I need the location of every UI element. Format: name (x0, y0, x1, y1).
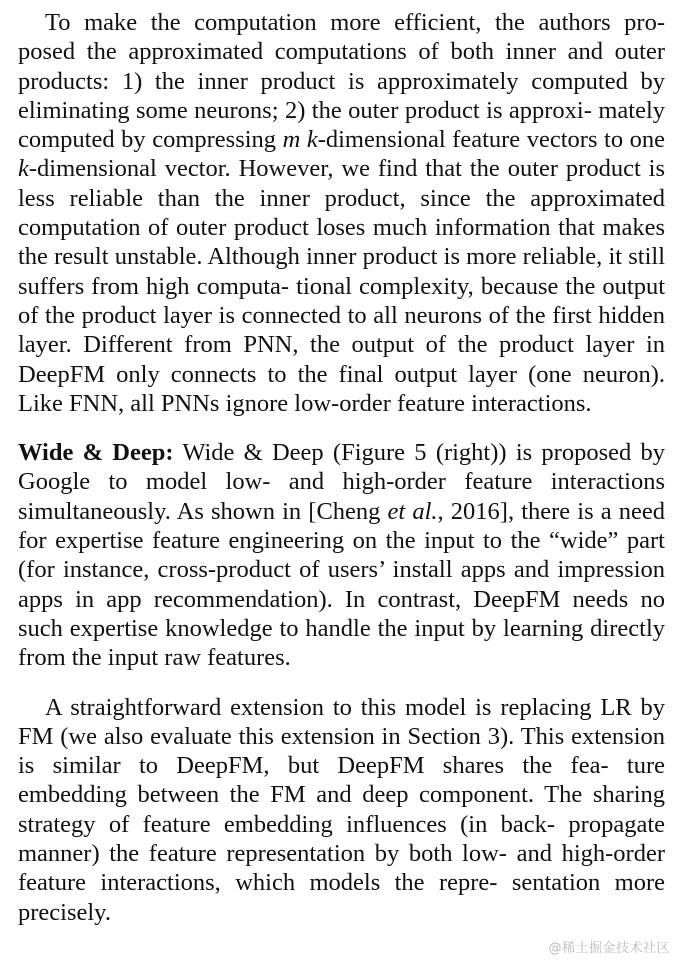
text-line: from PNN, the output of the product layer in DeepFM only (18, 331, 666, 388)
text-line: To make the computation more efficient, the authors pro- (45, 9, 665, 36)
section-heading-wide-deep: Wide & Deep: (18, 439, 174, 467)
text-line: PNNs ignore low-order feature interactions. (160, 389, 592, 417)
text-line: “wide” part (for instance, cross-product of users’ install apps (18, 527, 665, 584)
watermark-text: @稀土掘金技术社区 (548, 941, 670, 956)
text-line: A straightforward extension to this model is replacing LR (45, 693, 632, 721)
text-line: eliminating some neurons; 2) the outer product is approxi- (18, 96, 592, 124)
text-line: by Google to model low- and high-order feature interactions (18, 439, 665, 496)
text-line: sentation more precisely. (18, 869, 665, 926)
text-line: extension is similar to DeepFM, but DeepFM shares the fea- (18, 722, 666, 780)
text-line: the outer product is less reliable than the inner product, since (18, 155, 666, 212)
text-line: ture embedding between the FM and deep component. The (18, 752, 665, 809)
text-fragment: Wide & Deep (Figure 5 (right)) is proposed (173, 439, 632, 467)
text-line: input by learning directly from the input raw features. (18, 614, 665, 672)
math-variable-k: k (306, 126, 318, 154)
math-variable-k: k (18, 155, 29, 183)
text-fragment: -dimensional feature (317, 126, 521, 154)
text-line: simultaneously. As shown in [Cheng (18, 497, 388, 525)
text-line: products: 1) the inner product is approximately computed by (18, 67, 665, 95)
text-line: product is more reliable, it still suffers from high computa- (18, 243, 665, 300)
text-line: the approximated computation of outer product loses much (18, 184, 666, 242)
text-line: DeepFM needs no such expertise knowledge to handle the (18, 585, 665, 642)
text-line: and high-order feature interactions, which models the repre- (18, 840, 665, 897)
text-fragment: , 2016], there is (437, 497, 594, 525)
text-line: a need for expertise feature engineering on the input to the (18, 497, 666, 555)
text-line: posed the approximated computations of both inner and outer (18, 38, 665, 66)
text-fragment: -dimensional vector. However, we find that (28, 155, 462, 183)
paragraph-extension (18, 693, 665, 927)
paragraph-pnn-analysis (18, 8, 665, 418)
text-line: by FM (we also evaluate this extension in Section 3). This (18, 693, 665, 750)
text-line: tional complexity, because the output of the product layer is (18, 272, 665, 329)
citation-et-al: et al. (387, 497, 438, 525)
text-line: and impression apps in app recommendation). In contrast, (18, 556, 666, 613)
text-line: connects to the final output layer (one neuron). Like FNN, all (18, 360, 666, 417)
paragraph-wide-and-deep (18, 438, 665, 672)
text-line: vectors to one (526, 126, 666, 154)
text-line: information that makes the result unstable. Although inner (18, 214, 665, 271)
text-line: propagate manner) the feature representation by both low- (18, 810, 665, 868)
text-line: connected to all neurons of the first hidden layer. Different (18, 301, 666, 359)
text-line: mately computed by compressing (18, 96, 665, 154)
math-variable-m: m (282, 126, 301, 154)
text-line: sharing strategy of feature embedding influences (in back- (18, 781, 666, 838)
paper-page (18, 8, 665, 927)
